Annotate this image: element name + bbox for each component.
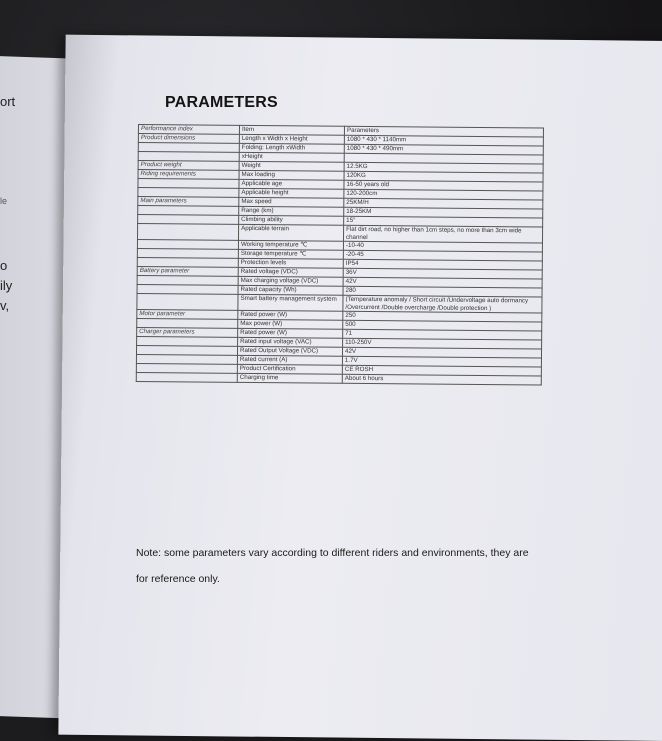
table-cell-c2: Rated Output Voltage (VDC) <box>237 347 342 357</box>
table-cell-c3: (Temperature anomaly / Short circuit /Undervoltage auto dormancy /Overcurrent /Double overcharge /Double protection ) <box>343 295 542 313</box>
table-cell-c2: Rated input voltage (VAC) <box>238 338 343 348</box>
table-cell-c3: -20-45 <box>343 250 542 261</box>
table-cell-c1: Battery parameter <box>137 267 238 277</box>
left-fragment: ort <box>0 94 16 109</box>
table-cell-c3: 1080 * 430 * 1140mm <box>344 135 543 146</box>
table-cell-c2: Storage temperature ℃ <box>238 250 343 260</box>
table-cell-c2: Max speed <box>239 197 344 207</box>
table-cell-c3: CE ROSH <box>342 366 541 377</box>
table-cell-c2: Max power (W) <box>238 320 343 330</box>
table-cell-c3: 110-250V <box>343 339 542 350</box>
table-cell-c1: Product weight <box>138 161 239 171</box>
table-cell-c3: 1080 * 430 * 490mm <box>344 144 543 155</box>
table-cell-c2: Max charging voltage (VDC) <box>238 277 343 287</box>
table-cell-c2: Protection levels <box>238 259 343 269</box>
note-line-1: Note: some parameters vary according to different riders and environments, they are <box>136 547 529 559</box>
table-cell-c2: Length x Width x Height <box>239 134 344 144</box>
note-text <box>136 540 556 592</box>
table-cell-c1: Main parameters <box>138 197 239 207</box>
note-line-2: for reference only. <box>136 573 220 585</box>
table-cell-c2: Rated power (W) <box>238 311 343 321</box>
table-cell-c3: 36V <box>343 268 542 279</box>
table-cell-c2: Charging time <box>237 374 342 384</box>
table-cell-c2: Product Certification <box>237 365 342 375</box>
table-cell-c1: Motor parameter <box>137 310 238 320</box>
table-cell-c2: Rated current (A) <box>237 356 342 366</box>
table-cell-c2: Max loading <box>239 170 344 180</box>
table-cell-c3: 16-50 years old <box>344 180 543 191</box>
table-cell-c3: 120-200cm <box>344 189 543 200</box>
table-cell-c1 <box>136 373 237 383</box>
table-cell-c3: 12.5KG <box>344 162 543 173</box>
table-cell-c2: Rated voltage (VDC) <box>238 268 343 278</box>
table-cell-c3: 500 <box>343 321 542 332</box>
table-cell-c3: Parameters <box>344 126 543 137</box>
table-cell-c3: 15° <box>344 216 543 227</box>
table-cell-c2: Smart battery management system <box>238 295 343 312</box>
table-cell-c3: 42V <box>343 277 542 288</box>
table-cell-c2: Working temperature ℃ <box>238 241 343 251</box>
table-cell-c3: 25KM/H <box>344 198 543 209</box>
table-cell-c3: 42V <box>342 348 541 359</box>
table-cell-c1: Riding requirements <box>138 170 239 180</box>
table-cell-c2: Rated capacity (Wh) <box>238 286 343 296</box>
parameters-table <box>136 124 544 386</box>
table-cell-c3: 120KG <box>344 171 543 182</box>
left-fragment: le <box>0 196 8 206</box>
table-cell-c2: Weight <box>239 161 344 171</box>
table-cell-c3: 250 <box>343 312 542 323</box>
table-cell-c1: Product dimensions <box>138 134 239 144</box>
table-cell-c3: -10-40 <box>343 241 542 252</box>
table-cell-c2: Folding: Length xWidth <box>239 143 344 153</box>
table-cell-c2: Rated power (W) <box>238 329 343 339</box>
table-cell-c3: Flat dirt road, no higher than 1cm steps, no more than 3cm wide channel <box>343 225 542 243</box>
table-cell-c1 <box>137 224 238 241</box>
table-cell-c1: Performance index <box>138 125 239 135</box>
table-cell-c1 <box>137 294 238 311</box>
table-cell-c3: About 6 hours <box>342 375 541 386</box>
table-cell-c2: Applicable terrain <box>238 224 343 241</box>
table-cell-c2: Range (km) <box>239 206 344 216</box>
table-cell-c3: 1.7V <box>342 357 541 368</box>
left-fragment: v, <box>0 298 10 313</box>
table-cell-c3: IP54 <box>343 259 542 270</box>
table-cell-c2: Item <box>239 125 344 135</box>
table-cell-c2: Applicable age <box>239 179 344 189</box>
table-cell-c2: Applicable height <box>239 188 344 198</box>
left-fragment: ily <box>0 278 13 293</box>
page-title: PARAMETERS <box>165 94 278 111</box>
table-cell-c3: 71 <box>343 330 542 341</box>
table-cell-c3: 18-25KM <box>344 207 543 218</box>
table-cell-c2: Climbing ability <box>239 215 344 225</box>
table-cell-c3: 280 <box>343 286 542 297</box>
table-cell-c2: xHeight <box>239 152 344 162</box>
left-fragment: o <box>0 258 8 273</box>
table-cell-c1: Charger parameters <box>137 328 238 338</box>
